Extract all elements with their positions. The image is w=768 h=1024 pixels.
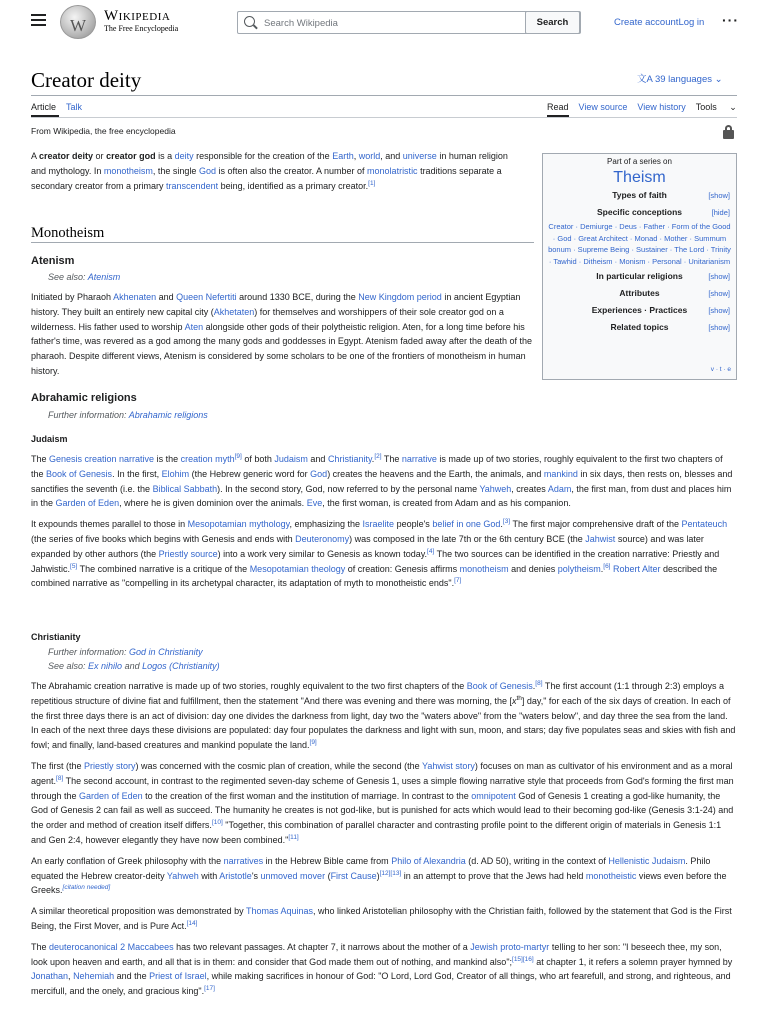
- language-count: 39 languages: [654, 74, 713, 85]
- infobox-row-experiences: [543, 302, 736, 319]
- tab-read[interactable]: Read: [547, 102, 569, 112]
- row-label: Specific conceptions: [596, 206, 683, 217]
- tabs-divider: [31, 117, 737, 118]
- atenism-link[interactable]: Atenism: [87, 272, 121, 282]
- christianity-paragraph-2: The first (the Priestly story) was concerned with the cosmic plan of creation, while the second (the Yahwist story) focuses on man as cultivator of his environment and as a moral agent.[8] The second account, in contrast to the regimented seven-day scheme of Genesis 1, uses a simple flowing narrative style that proceeds from God's forming the first man through the Garden of Eden to the creation of the first woman and the institution of marriage. In contrast to the omnipotent God of Genesis 1 creating a god-like humanity, the God of Genesis 2 can fail as well as succeed. The humanity he creates is not god-like, but is punished for acts which would lead to their becoming god-like (Genesis 3:1-24) and the order and method of creation itself differs.[10] "Together, this combination of parallel character and contrasting profile point to the different origin of materials in Genesis 1:1 and Gen 2:4, however elegantly they have now been combined."[11]: [31, 760, 734, 845]
- logos-link[interactable]: Logos (Christianity): [142, 661, 220, 671]
- tools-label: Tools: [695, 102, 717, 112]
- navbox-vte-links[interactable]: v · t · e: [710, 365, 731, 373]
- title-divider: [31, 95, 737, 96]
- row-label: In particular religions: [596, 270, 683, 281]
- judaism-section: [31, 452, 737, 597]
- view-tabs: [547, 100, 747, 114]
- show-toggle[interactable]: [show]: [708, 305, 730, 315]
- ex-nihilo-link[interactable]: Ex nihilo: [88, 661, 123, 671]
- further-abrahamic: [48, 408, 208, 422]
- hatnote-label: Further information:: [48, 647, 127, 657]
- row-label: Related topics: [610, 321, 669, 332]
- search-button[interactable]: Search: [525, 11, 580, 34]
- heading-christianity: Christianity: [31, 632, 81, 642]
- more-options-icon[interactable]: ···: [722, 12, 739, 28]
- tools-menu[interactable]: Tools ⌄: [695, 102, 737, 112]
- search-icon: [244, 16, 255, 27]
- site-subtitle: From Wikipedia, the free encyclopedia: [31, 126, 176, 136]
- abrahamic-religions-link[interactable]: Abrahamic religions: [128, 410, 208, 420]
- infobox-row-attributes: [543, 285, 736, 302]
- god-in-christianity-link[interactable]: God in Christianity: [129, 647, 203, 657]
- row-label: Attributes: [619, 287, 660, 298]
- main-menu-icon[interactable]: [31, 14, 46, 27]
- heading-abrahamic: Abrahamic religions: [31, 392, 137, 404]
- lock-icon[interactable]: [723, 125, 734, 139]
- infobox-row-specific: [543, 204, 736, 221]
- heading-judaism: Judaism: [31, 434, 68, 444]
- login-link[interactable]: Log in: [678, 17, 705, 28]
- lead-paragraph: A creator deity or creator god is a deity responsible for the creation of the Earth, world, and universe in human religion and mythology. In monotheism, the single God is often also the creator. A number of monolatristic traditions separate a secondary creator from a primary transcendent being, identified as a primary creator.[1]: [31, 151, 508, 191]
- heading-monotheism: Monotheism: [31, 225, 105, 241]
- christianity-paragraph-1: The Abrahamic creation narrative is made up of two stories, roughly equivalent to the two first chapters of the Book of Genesis.[8] The first account (1:1 through 2:3) employs a repetitious structure of divine fiat and fulfillment, then the statement "And there was evening and there was morning, the $[x^{th}]$ day," for each of the six days of creation. In each of the first three days there is an act of division: day one divides the darkness from light, day two the "waters above" from the "waters below", and day three the sea from the land. In each of the next three days these divisions are populated: day four populates the darkness and light with sun, moon, and stars; day five populates seas and skies with fish and fowl; and finally, land-based creatures and mankind populate the land.[9]: [31, 680, 736, 751]
- site-header: [0, 0, 768, 46]
- judaism-paragraph-2: It expounds themes parallel to those in Mesopotamian mythology, emphasizing the Israelite people's belief in one God.[3] The first major comprehensive draft of the Pentateuch (the series of five books which begins with Genesis and ends with Deuteronomy) was composed in the late 7th or the 6th century BCE (the Jahwist source) and was later expanded by other authors (the Priestly source) into a work very similar to Genesis as known today.[4] The two sources can be identified in the creation narrative: Priestly and Jahwistic.[5] The combined narrative is a critique of the Mesopotamian theology of creation: Genesis affirms monotheism and denies polytheism.[6] Robert Alter described the combined narrative as "compelling in its archetypal character, its adaptation of myth to monotheistic ends".[7]: [31, 518, 728, 589]
- christianity-paragraph-5: The deuterocanonical 2 Maccabees has two relevant passages. At chapter 7, it narrows about the mother of a Jewish proto-martyr telling to her son: "I beseech thee, my son, look upon heaven and earth, and all that is in them: and consider that God made them out of nothing, and mankind also";[15][16] at chapter 1, it refers a solemn prayer hymned by Jonathan, Nehemiah and the Priest of Israel, while making sacrifices in honour of God: "O Lord, Lord God, Creator of all things, who art fearefull, and strong, and righteous, and mercifull, and the onely, and gracious king".[17]: [31, 941, 733, 997]
- wikipedia-wordmark[interactable]: [104, 8, 178, 34]
- row-label: Experiences · Practices: [591, 304, 688, 315]
- search-box[interactable]: [237, 11, 581, 34]
- show-toggle[interactable]: [show]: [708, 288, 730, 298]
- wikipedia-globe-logo[interactable]: [60, 5, 96, 39]
- lead-section: [31, 149, 511, 199]
- show-toggle[interactable]: [show]: [708, 322, 730, 332]
- judaism-paragraph-1: The Genesis creation narrative is the creation myth[9] of both Judaism and Christianity.[2] The narrative is made up of two stories, roughly equivalent to the first two chapters of the Book of Genesis. In the first, Elohim (the Hebrew generic word for God) creates the heavens and the Earth, the animals, and mankind in six days, then rests on, blesses and sanctifies the seventh (i.e. the Biblical Sabbath). In the second story, God, now referred to by the personal name Yahweh, creates Adam, the first man, from dust and places him in the Garden of Eden, where he is given dominion over the animals. Eve, the first woman, is created from Adam and as his companion.: [31, 453, 733, 509]
- language-button[interactable]: [637, 72, 723, 87]
- tagline: The Free Encyclopedia: [104, 24, 179, 33]
- row-label: Types of faith: [612, 189, 667, 200]
- show-toggle[interactable]: [show]: [708, 190, 730, 200]
- see-also-atenism: [48, 270, 120, 284]
- infobox-row-related: [543, 319, 736, 336]
- atenism-section: [31, 290, 534, 385]
- chevron-down-icon: ⌄: [712, 74, 723, 85]
- christianity-paragraph-3: An early conflation of Greek philosophy with the narratives in the Hebrew Bible came from Philo of Alexandria (d. AD 50), writing in the context of Hellenistic Judaism. Philo equated the Hebrew creator-deity Yahweh with Aristotle's unmoved mover (First Cause)[12][13] in an attempt to prove that the Jews had held monotheistic views even before the Greeks.[citation needed]: [31, 855, 727, 896]
- infobox-row-types: [543, 187, 736, 204]
- translate-icon: 文A: [637, 74, 655, 85]
- specific-conceptions-list[interactable]: Creator · Demiurge · Deus · Father · Form of the Good · God · Great Architect · Monad · Mother · Summum bonum · Supreme Being · Sustainer · The Lord · Trinity · Tawhid · Ditheism · Monism · Personal · Unitarianism: [548, 221, 731, 266]
- heading-divider: [31, 242, 534, 243]
- hide-toggle[interactable]: [hide]: [711, 207, 730, 217]
- heading-atenism: Atenism: [31, 255, 75, 267]
- hatnote-label: See also:: [48, 272, 86, 282]
- atenism-paragraph: Initiated by Pharaoh Akhenaten and Queen Nefertiti around 1330 BCE, during the New Kingdom period in ancient Egyptian history. They built an entirely new capital city (Akhetaten) for themselves and worshippers of their sole creator god on a wilderness. His father used to worship Aten alongside other gods of their polytheistic religion. Aten, for a long time before his father's time, was revered as a god among the many gods and goddesses in Egypt. Atenism faded away after the death of the pharaoh. Despite different views, Atenism is considered by some scholars to be one of the frontiers of monotheism in human history.: [31, 292, 533, 376]
- search-input[interactable]: Search Wikipedia: [264, 18, 338, 29]
- hatnote-label: Further information:: [48, 410, 127, 420]
- christianity-paragraph-4: A similar theoretical proposition was demonstrated by Thomas Aquinas, who linked Aristotelian philosophy with the Christian faith, followed by the statement that God is the First Being, the First Mover, and is Pure Act.[14]: [31, 906, 732, 931]
- hatnote-label: See also:: [48, 661, 86, 671]
- infobox-row-particular: [543, 268, 736, 285]
- create-account-link[interactable]: Create account: [614, 17, 679, 28]
- hatnote-conjunction: and: [124, 661, 140, 671]
- tab-view-source[interactable]: View source: [578, 102, 628, 112]
- tab-talk[interactable]: Talk: [66, 102, 83, 112]
- christianity-section: [31, 679, 737, 1005]
- infobox-title-link[interactable]: Theism: [613, 168, 666, 186]
- tab-article[interactable]: Article: [31, 102, 57, 112]
- show-toggle[interactable]: [show]: [708, 271, 730, 281]
- see-also-christianity: [48, 659, 220, 673]
- theism-infobox: [542, 153, 737, 380]
- infobox-part-of: Part of a series on: [607, 157, 672, 166]
- further-christianity: [48, 645, 203, 659]
- namespace-tabs: [31, 100, 92, 114]
- user-links: [614, 15, 704, 30]
- wordmark-text: Wikipedia: [104, 8, 171, 24]
- tab-view-history[interactable]: View history: [637, 102, 686, 112]
- page-title: Creator deity: [31, 68, 142, 92]
